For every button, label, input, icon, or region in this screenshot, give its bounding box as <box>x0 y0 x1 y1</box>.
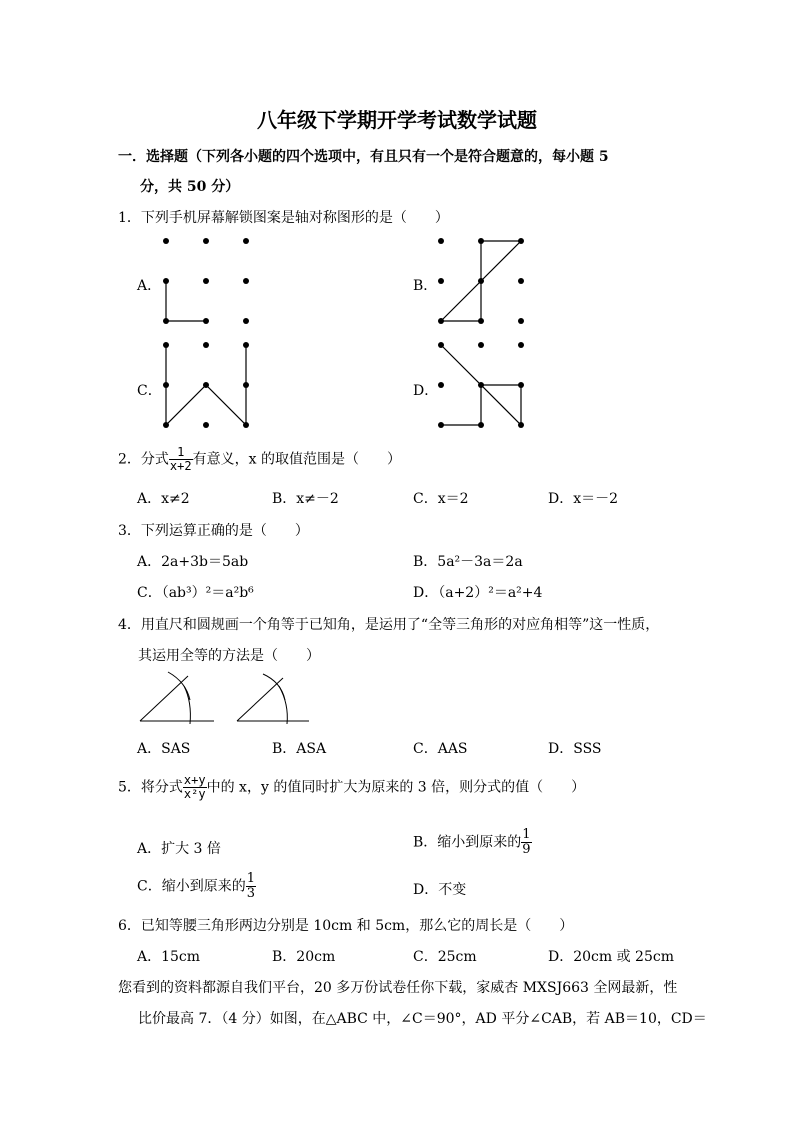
q5-option-b-denominator: 9 <box>522 842 531 857</box>
q4-stem-line1: 4．用直尺和圆规画一个角等于已知角，是运用了“全等三角形的对应角相等”这一性质， <box>118 617 660 633</box>
q5-option-b-fraction <box>521 828 531 857</box>
q6-option-d: D．20cm 或 25cm <box>548 949 674 965</box>
q1-stem: 1．下列手机屏幕解锁图案是轴对称图形的是（ ） <box>118 210 449 226</box>
q2-option-b: B．x≠－2 <box>272 491 339 507</box>
q2-stem-pre: 2．分式 <box>118 451 169 468</box>
q1-figure-c <box>156 337 256 437</box>
q6-option-c: C．25cm <box>413 949 477 965</box>
q3-option-b: B．5a²－3a＝2a <box>413 554 523 570</box>
q4-stem-line2: 其运用全等的方法是（ ） <box>138 648 320 664</box>
q5-stem-post: 中的 x，y 的值同时扩大为原来的 3 倍，则分式的值（ ） <box>206 779 586 796</box>
q5-option-b-text: B．缩小到原来的 <box>413 834 522 851</box>
q6-option-a: A．15cm <box>137 949 201 965</box>
q3-option-d: D．（a+2）²＝a²+4 <box>413 585 543 601</box>
q4-figure-right <box>235 668 315 726</box>
q5-option-a: A．扩大 3 倍 <box>137 841 221 857</box>
q5-fraction-denominator: x²y <box>183 787 206 801</box>
q2-stem <box>118 446 401 473</box>
q4-option-b: B．ASA <box>272 741 327 757</box>
q1-option-d-label: D． <box>413 383 439 399</box>
q5-option-b <box>413 828 532 857</box>
page-title: 八年级下学期开学考试数学试题 <box>257 108 537 132</box>
q1-figure-a <box>156 232 256 332</box>
q4-option-d: D．SSS <box>548 741 602 757</box>
q1-option-a-label: A． <box>137 278 162 294</box>
q5-stem-pre: 5．将分式 <box>118 779 183 796</box>
q6-option-b: B．20cm <box>272 949 336 965</box>
q5-option-c <box>137 872 256 901</box>
q2-option-a: A．x≠2 <box>137 491 190 507</box>
q1-figure-d <box>431 337 531 437</box>
section-header-line1: 一．选择题（下列各小题的四个选项中，有且只有一个是符合题意的，每小题 5 <box>118 149 609 165</box>
q3-option-c: C．（ab³）²＝a²b⁶ <box>137 585 254 601</box>
q5-fraction <box>183 774 207 801</box>
q4-figure-left <box>138 668 218 726</box>
q2-option-d: D．x＝－2 <box>548 491 619 507</box>
q2-option-c: C．x＝2 <box>413 491 469 507</box>
q5-option-c-fraction <box>246 872 256 901</box>
q4-option-c: C．AAS <box>413 741 468 757</box>
q5-stem <box>118 774 585 801</box>
q2-stem-post: 有意义，x 的取值范围是（ ） <box>192 451 401 468</box>
q5-option-c-numerator: 1 <box>246 871 255 886</box>
q3-option-a: A．2a+3b＝5ab <box>137 554 249 570</box>
q5-fraction-numerator: x+y <box>183 773 206 787</box>
q2-fraction-numerator: 1 <box>169 446 193 460</box>
q2-fraction-denominator: x+2 <box>169 459 192 473</box>
q5-option-c-denominator: 3 <box>246 886 255 901</box>
q1-figure-b <box>431 232 531 332</box>
q2-fraction <box>169 446 193 473</box>
q6-stem: 6．已知等腰三角形两边分别是 10cm 和 5cm，那么它的周长是（ ） <box>118 918 574 934</box>
q5-option-c-text: C．缩小到原来的 <box>137 878 246 895</box>
q1-option-b-label: B． <box>413 278 438 294</box>
q3-stem: 3．下列运算正确的是（ ） <box>118 523 309 539</box>
q1-option-c-label: C． <box>137 383 162 399</box>
q5-option-b-numerator: 1 <box>522 827 531 842</box>
section-header-line2: 分，共 50 分） <box>140 179 240 195</box>
footer-line2: 比价最高 7．（4 分）如图，在△ABC 中，∠C＝90°，AD 平分∠CAB，若 AB＝10，CD＝ <box>138 1011 707 1027</box>
q5-option-d: D．不变 <box>413 882 467 898</box>
q4-option-a: A．SAS <box>137 741 191 757</box>
footer-line1: 您看到的资料都源自我们平台，20 多万份试卷任你下载，家威杏 MXSJ663 全网最新，性 <box>118 980 678 996</box>
